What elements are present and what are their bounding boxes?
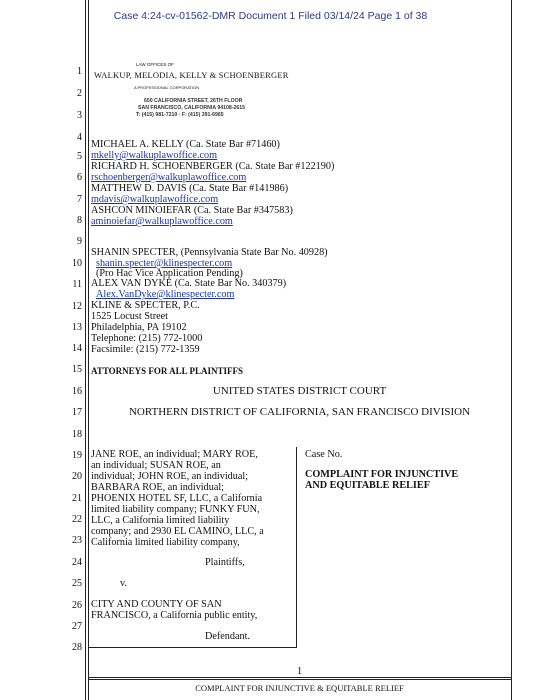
footer-rule-top [88,677,511,678]
line-number: 22 [72,514,82,525]
page-number: 1 [296,666,303,677]
line-number: 21 [72,493,82,504]
line-number: 3 [77,110,82,121]
firm-name: WALKUP, MELODIA, KELLY & SCHOENBERGER [94,70,289,80]
law-offices-label: LAW OFFICES OF [136,62,174,67]
line-number: 5 [77,151,82,162]
line-number: 12 [72,301,82,312]
complaint-title-line1: COMPLAINT FOR INJUNCTIVE [305,469,459,480]
line-number: 26 [72,600,82,611]
plaintiffs-label: Plaintiffs, [205,557,245,568]
line-number: 25 [72,578,82,589]
line-number: 19 [72,450,82,461]
firm-phone-line: T: (415) 981-7210 · F: (415) 391-6965 [136,112,224,118]
case-header-stamp: Case 4:24-cv-01562-DMR Document 1 Filed 03/14/24 Page 1 of 38 [113,10,428,22]
party-line: LLC, a California limited liability [91,515,230,526]
email-van-dyke-link[interactable]: Alex.VanDyke@klinespecter.com [96,289,235,300]
attorney-kelly: MICHAEL A. KELLY (Ca. State Bar #71460) [91,139,280,150]
firm-address-line1: 650 CALIFORNIA STREET, 26TH FLOOR [144,98,243,104]
email-schoenberger-link[interactable]: rschoenberger@walkuplawoffice.com [91,172,247,183]
line-number: 23 [72,535,82,546]
attorneys-for-label: ATTORNEYS FOR ALL PLAINTIFFS [91,366,243,376]
line-number: 14 [72,343,82,354]
firm2-name: KLINE & SPECTER, P.C. [91,300,200,311]
pro-hac-vice-note: (Pro Hac Vice Application Pending) [96,268,243,279]
line-number: 7 [77,194,82,205]
defendant-label: Defendant. [205,631,250,642]
line-number: 16 [72,386,82,397]
line-number: 13 [72,322,82,333]
party-line: company; and 2930 EL CAMINO, LLC, a [91,526,264,537]
email-minoiefar-link[interactable]: aminoiefar@walkuplawoffice.com [91,216,233,227]
versus-label: v. [120,578,127,589]
line-number: 8 [77,215,82,226]
line-number: 6 [77,172,82,183]
left-margin-rule-inner [88,0,89,700]
party-line: individual; JOHN ROE, an individual; [91,471,249,482]
line-number: 15 [72,364,82,375]
line-number: 28 [72,642,82,653]
party-line: California limited liability company, [91,537,240,548]
court-division: NORTHERN DISTRICT OF CALIFORNIA, SAN FRANCISCO DIVISION [128,406,471,418]
attorney-specter: SHANIN SPECTER, (Pennsylvania State Bar No. 40928) [91,247,328,258]
court-name: UNITED STATES DISTRICT COURT [212,385,387,397]
caption-divider-horizontal [89,647,297,648]
attorney-schoenberger: RICHARD H. SCHOENBERGER (Ca. State Bar #122190) [91,161,335,172]
line-number: 20 [72,471,82,482]
party-line: BARBARA ROE, an individual; [91,482,225,493]
email-davis-link[interactable]: mdavis@walkuplawoffice.com [91,194,219,205]
left-margin-rule-outer [85,0,86,700]
line-number: 18 [72,429,82,440]
party-line: PHOENIX HOTEL SF, LLC, a California [91,493,263,504]
firm2-facsimile: Facsimile: (215) 772-1359 [91,344,200,355]
line-number: 9 [77,236,82,247]
line-number: 11 [72,279,82,290]
case-number-label: Case No. [305,449,343,460]
line-number: 24 [72,557,82,568]
line-number: 10 [72,258,82,269]
complaint-title-line2: AND EQUITABLE RELIEF [305,480,430,491]
defendant-line: CITY AND COUNTY OF SAN [91,599,222,610]
attorney-minoiefar: ASHCON MINOIEFAR (Ca. State Bar #347583) [91,205,293,216]
firm2-address2: Philadelphia, PA 19102 [91,322,187,333]
footer-title: COMPLAINT FOR INJUNCTIVE & EQUITABLE RELIEF [195,683,404,693]
email-kelly-link[interactable]: mkelly@walkuplawoffice.com [91,150,218,161]
line-number: 27 [72,621,82,632]
party-line: an individual; SUSAN ROE, an [91,460,221,471]
attorney-van-dyke: ALEX VAN DYKE (Ca. State Bar No. 340379) [91,278,287,289]
firm2-telephone: Telephone: (215) 772-1000 [91,333,203,344]
line-number: 4 [77,132,82,143]
right-margin-rule [511,0,512,700]
party-line: limited liability company; FUNKY FUN, [91,504,260,515]
line-number: 17 [72,407,82,418]
party-line: JANE ROE, an individual; MARY ROE, [91,449,258,460]
footer-rule-bottom [88,679,511,680]
caption-divider-vertical [296,447,297,647]
defendant-line: FRANCISCO, a California public entity, [91,610,258,621]
email-specter-link[interactable]: shanin.specter@klinespecter.com [96,258,233,269]
attorney-davis: MATTHEW D. DAVIS (Ca. State Bar #141986) [91,183,289,194]
firm2-address1: 1525 Locust Street [91,311,168,322]
line-number: 2 [77,88,82,99]
firm-address-line2: SAN FRANCISCO, CALIFORNIA 94108-2615 [138,105,246,111]
firm-corp-label: A PROFESSIONAL CORPORATION [134,85,200,90]
line-number: 1 [77,66,82,77]
